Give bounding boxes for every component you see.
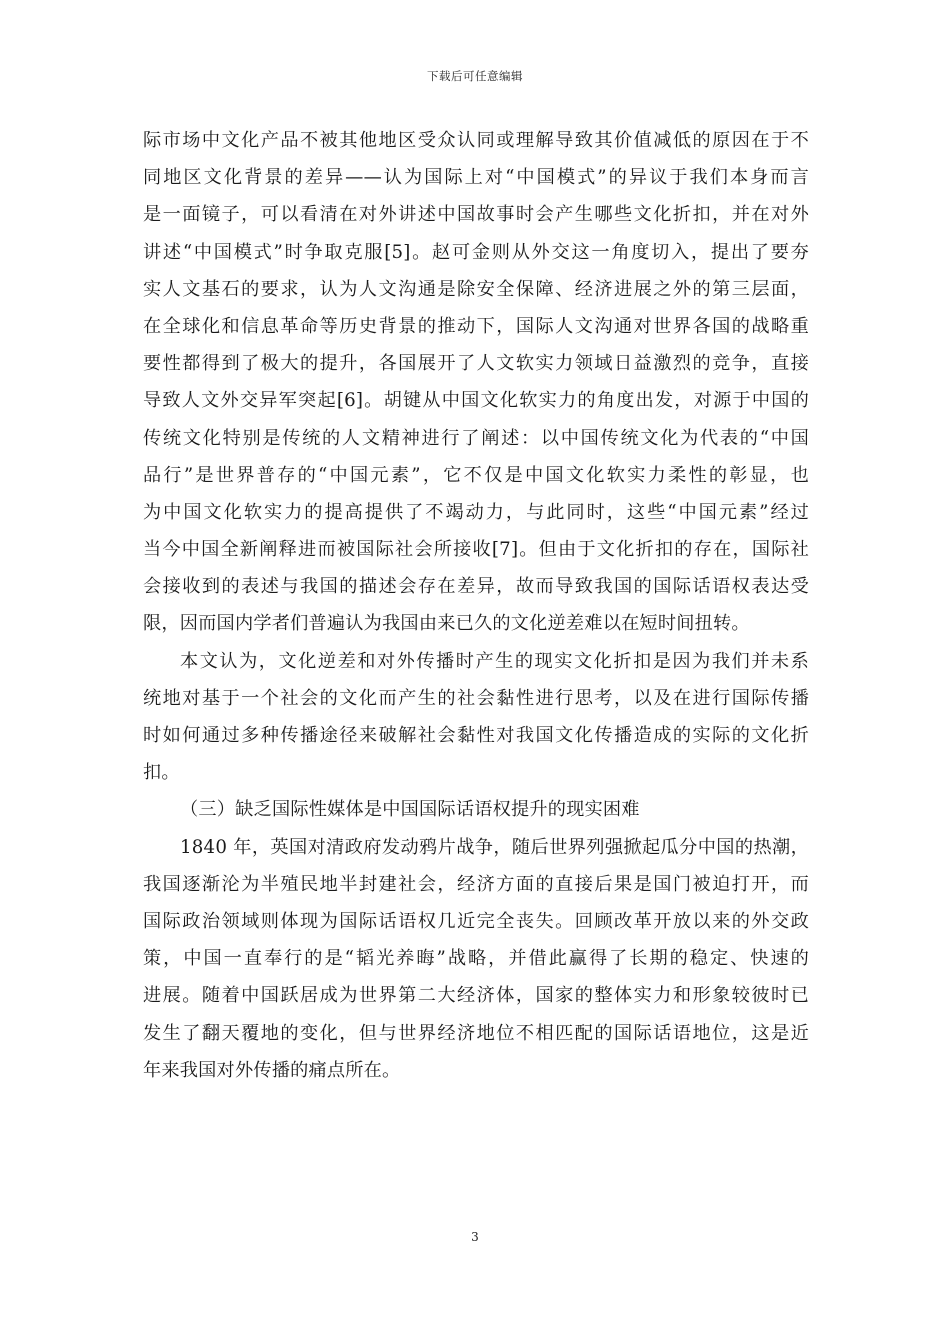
text-line: 国际政治领域则体现为国际话语权几近完全丧失。回顾改革开放以来的外交政 xyxy=(143,910,809,932)
text-line: 实人文基石的要求，认为人文沟通是除安全保障、经济进展之外的第三层面， xyxy=(143,278,809,300)
text-line: 传统文化特别是传统的人文精神进行了阐述：以中国传统文化为代表的“中国 xyxy=(143,427,809,449)
text-line: 本文认为，文化逆差和对外传播时产生的现实文化折扣是因为我们并未系 xyxy=(180,650,809,672)
text-line: 在全球化和信息革命等历史背景的推动下，国际人文沟通对世界各国的战略重 xyxy=(143,315,809,337)
page-number: 3 xyxy=(471,1230,479,1244)
text-line: 当今中国全新阐释进而被国际社会所接收[7]。但由于文化折扣的存在，国际社 xyxy=(143,539,809,561)
text-line: 发生了翻天覆地的变化，但与世界经济地位不相匹配的国际话语地位，这是近 xyxy=(143,1022,809,1044)
text-line: 讲述“中国模式”时争取克服[5]。赵可金则从外交这一角度切入，提出了要夯 xyxy=(143,241,809,263)
text-line: 我国逐渐沦为半殖民地半封建社会，经济方面的直接后果是国门被迫打开，而 xyxy=(143,873,809,895)
text-line: 统地对基于一个社会的文化而产生的社会黏性进行思考，以及在进行国际传播 xyxy=(143,687,809,709)
text-line: 限，因而国内学者们普遍认为我国由来已久的文化逆差难以在短时间扭转。 xyxy=(143,613,750,635)
text-line: 同地区文化背景的差异——认为国际上对“中国模式”的异议于我们本身而言 xyxy=(143,167,809,189)
text-line: 时如何通过多种传播途径来破解社会黏性对我国文化传播造成的实际的文化折 xyxy=(143,725,809,746)
text-line: 是一面镜子，可以看清在对外讲述中国故事时会产生哪些文化折扣，并在对外 xyxy=(143,204,809,226)
text-line: 要性都得到了极大的提升，各国展开了人文软实力领域日益激烈的竞争，直接 xyxy=(143,353,809,375)
text-line: 品行”是世界普存的“中国元素”，它不仅是中国文化软实力柔性的彰显，也 xyxy=(143,464,809,486)
text-line: 际市场中文化产品不被其他地区受众认同或理解导致其价值减低的原因在于不 xyxy=(143,130,809,151)
text-line: 导致人文外交异军突起[6]。胡键从中国文化软实力的角度出发，对源于中国的 xyxy=(143,390,809,412)
text-line: 策，中国一直奉行的是“韬光养晦”战略，并借此赢得了长期的稳定、快速的 xyxy=(143,948,809,970)
text-line: 会接收到的表述与我国的描述会存在差异，故而导致我国的国际话语权表达受 xyxy=(143,576,809,598)
text-line: 进展。随着中国跃居成为世界第二大经济体，国家的整体实力和形象较彼时已 xyxy=(143,985,809,1007)
section-heading: （三）缺乏国际性媒体是中国国际话语权提升的现实困难 xyxy=(180,799,640,821)
text-line: 1840 年，英国对清政府发动鸦片战争，随后世界列强掀起瓜分中国的热潮， xyxy=(180,836,809,858)
document-body xyxy=(143,122,809,1089)
text-line: 扣。 xyxy=(143,762,180,784)
text-line: 年来我国对外传播的痛点所在。 xyxy=(143,1059,401,1081)
text-line: 为中国文化软实力的提高提供了不竭动力，与此同时，这些“中国元素”经过 xyxy=(143,501,809,523)
page-header: 下载后可任意编辑 xyxy=(427,69,523,83)
